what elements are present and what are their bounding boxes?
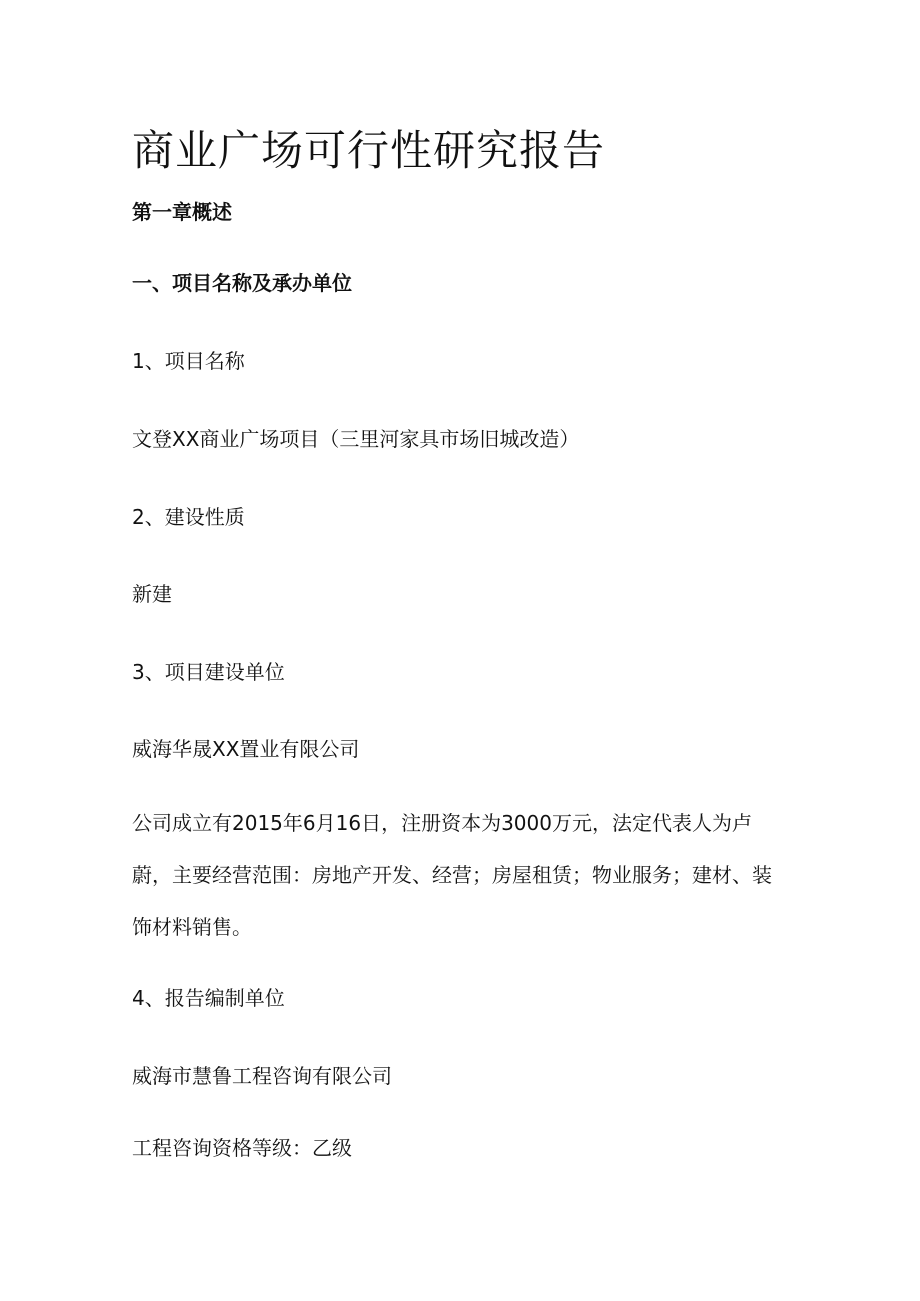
item-heading-construction-unit: 3、项目建设单位 [132, 660, 285, 684]
item-heading-construction-nature: 2、建设性质 [132, 505, 245, 529]
item-heading-report-unit: 4、报告编制单位 [132, 986, 285, 1010]
item-text-project-name: 文登XX商业广场项目（三里河家具市场旧城改造） [132, 427, 580, 451]
section-heading: 一、项目名称及承办单位 [132, 271, 352, 295]
item-text-construction-unit: 威海华晟XX置业有限公司 [132, 737, 360, 761]
chapter-heading: 第一章概述 [132, 200, 232, 224]
item-heading-project-name: 1、项目名称 [132, 349, 245, 373]
item-text-report-unit: 威海市慧鲁工程咨询有限公司 [132, 1064, 392, 1088]
item-text-qualification: 工程咨询资格等级：乙级 [132, 1136, 352, 1160]
company-paragraph: 公司成立有2015年6月16日，注册资本为3000万元，法定代表人为卢蔚，主要经营范围：房地产开发、经营；房屋租赁；物业服务；建材、装饰材料销售。 [132, 811, 772, 939]
document-title: 商业广场可行性研究报告 [132, 126, 606, 175]
item-text-construction-nature: 新建 [132, 582, 172, 606]
